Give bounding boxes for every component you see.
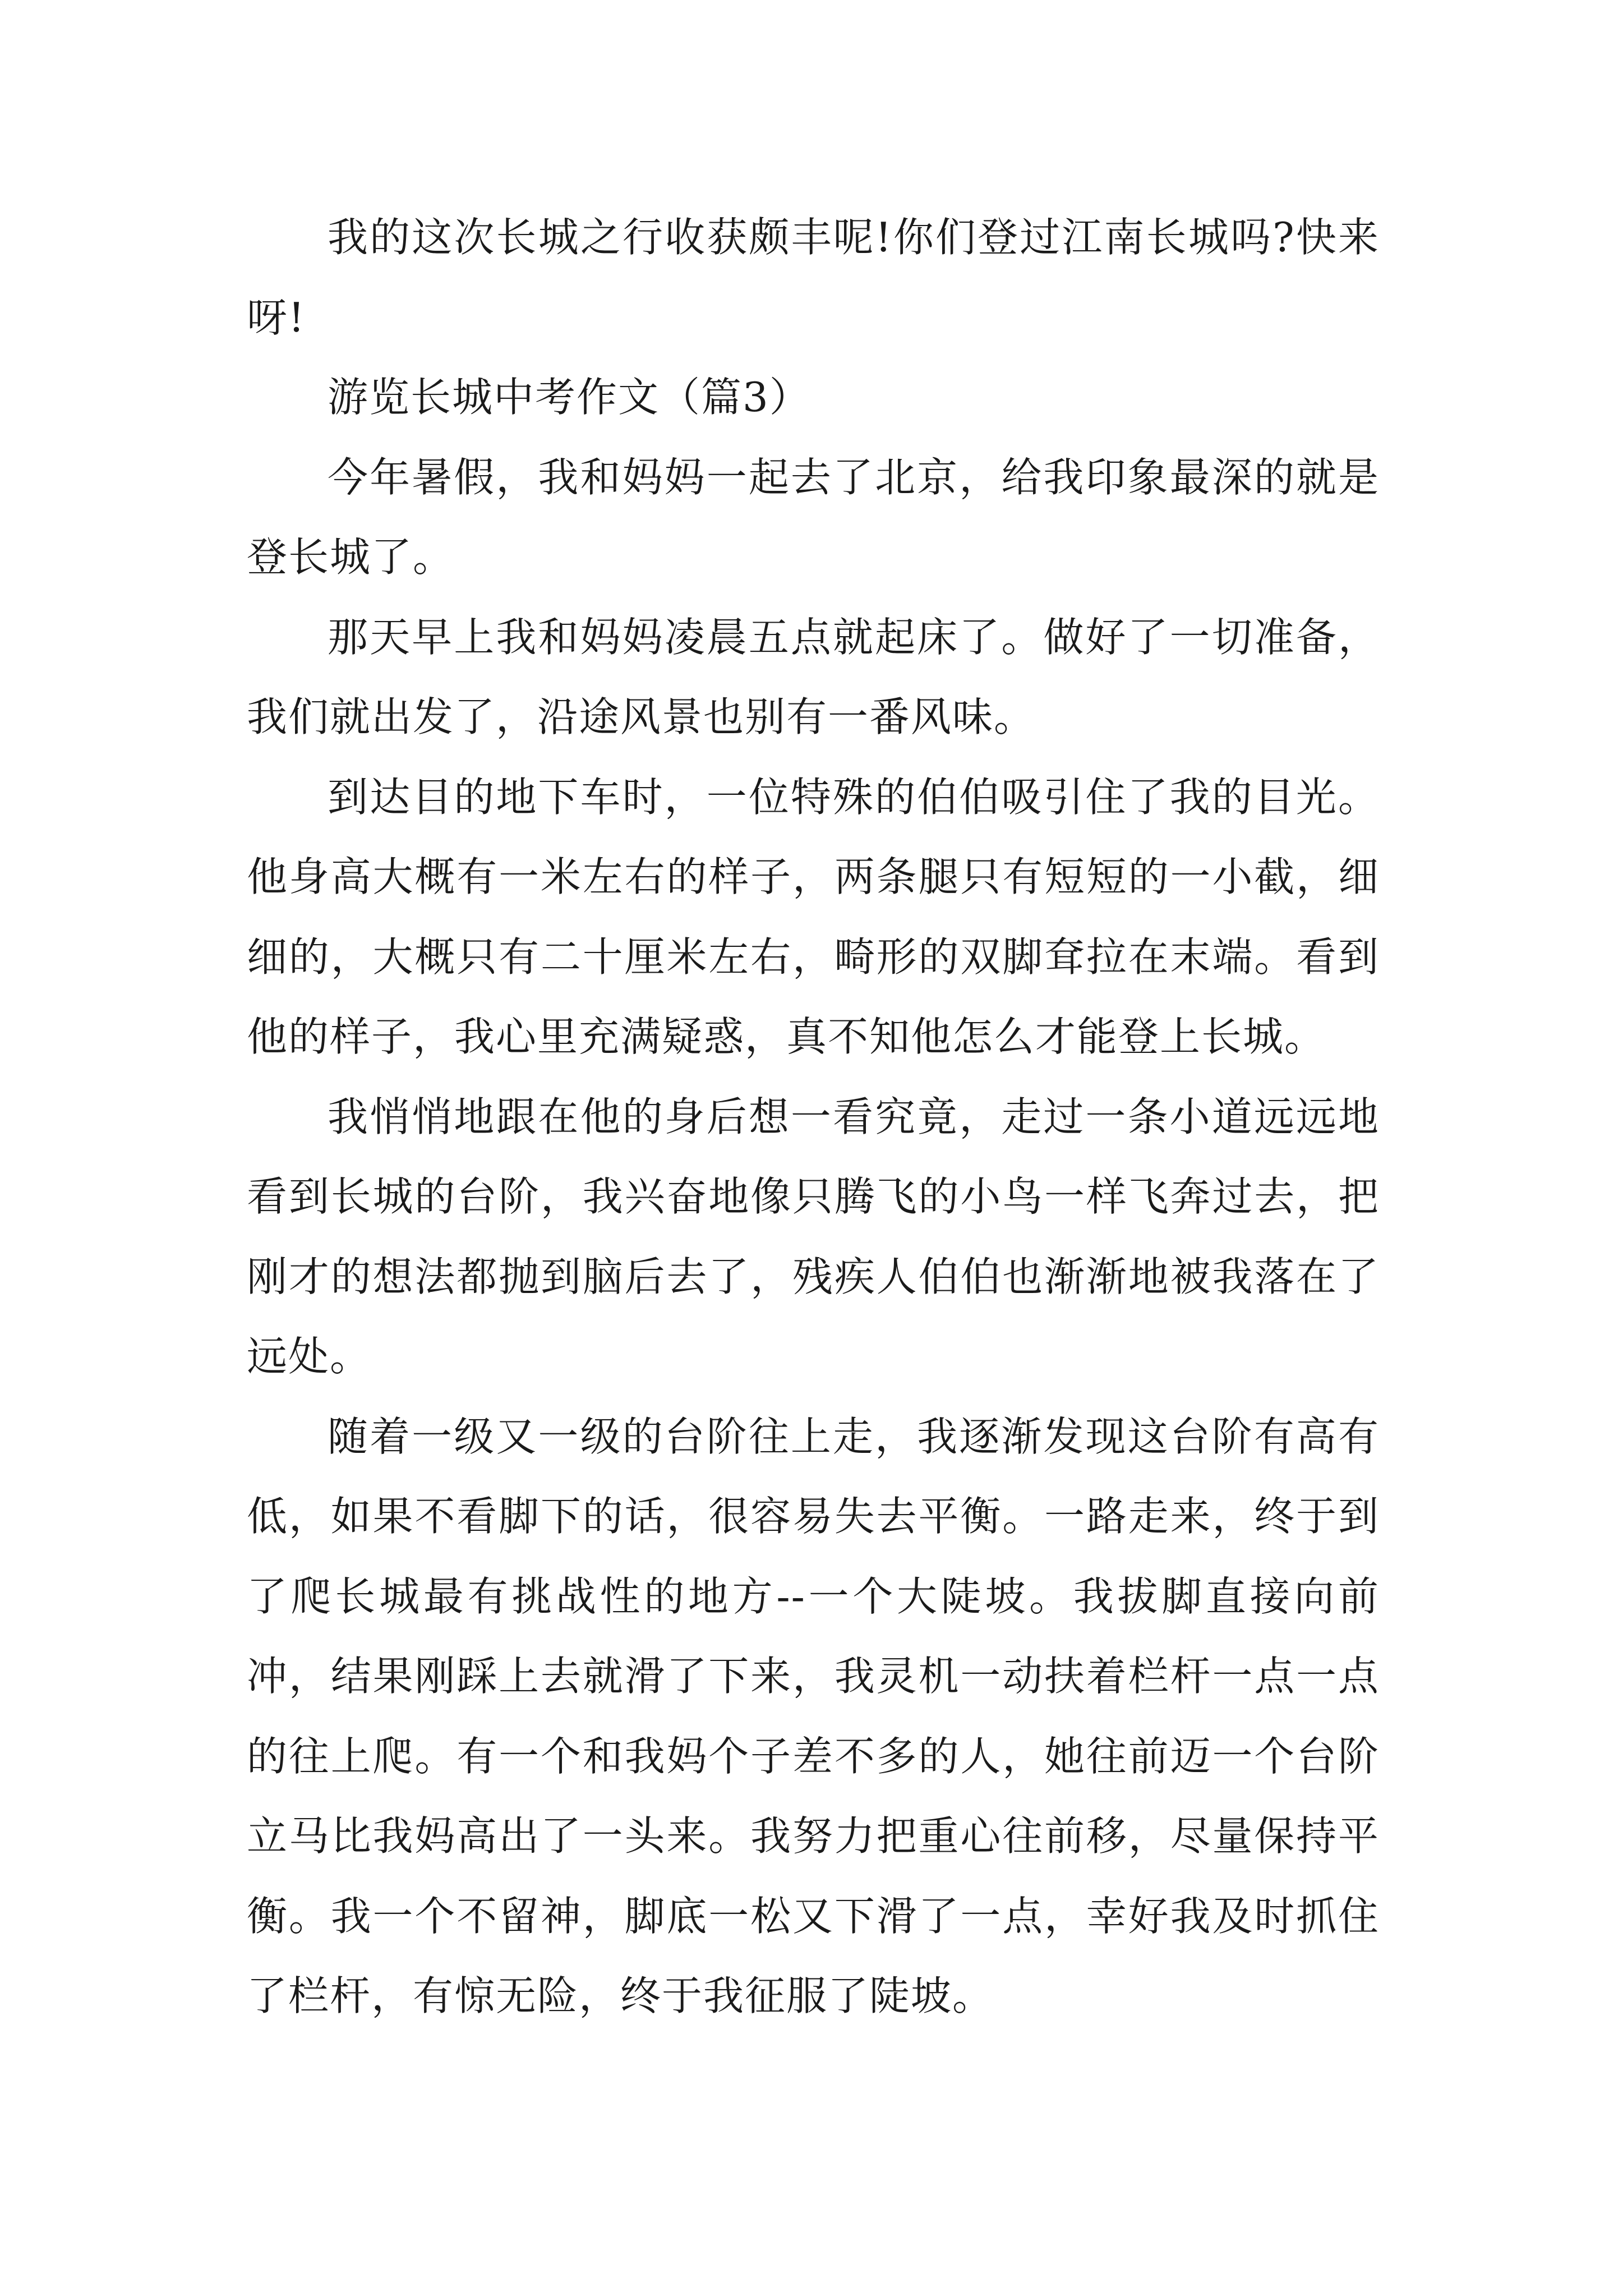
document-page [247, 197, 1380, 2036]
paragraph-morning: 那天早上我和妈妈凌晨五点就起床了。做好了一切准备，我们就出发了，沿途风景也别有一番风味。 [247, 613, 1380, 740]
paragraph-intro: 今年暑假，我和妈妈一起去了北京，给我印象最深的就是登长城了。 [247, 453, 1380, 581]
paragraph-climb: 随着一级又一级的台阶往上走，我逐渐发现这台阶有高有低，如果不看脚下的话，很容易失去平衡。一路走来，终于到了爬长城最有挑战性的地方--一个大陡坡。我拔脚直接向前冲，结果刚踩上去就滑了下来，我灵机一动扶着栏杆一点一点的往上爬。有一个和我妈个子差不多的人，她往前迈一个台阶立马比我妈高出了一头来。我努力把重心往前移，尽量保持平衡。我一个不留神，脚底一松又下滑了一点，幸好我及时抓住了栏杆，有惊无险，终于我征服了陡坡。 [247, 1412, 1380, 2019]
paragraph-steps: 我悄悄地跟在他的身后想一看究竟，走过一条小道远远地看到长城的台阶，我兴奋地像只腾飞的小鸟一样飞奔过去，把刚才的想法都抛到脑后去了，残疾人伯伯也渐渐地被我落在了远处。 [247, 1093, 1380, 1380]
paragraph-closing: 我的这次长城之行收获颇丰呢!你们登过江南长城吗?快来呀! [247, 214, 1380, 341]
paragraph-uncle: 到达目的地下车时，一位特殊的伯伯吸引住了我的目光。他身高大概有一米左右的样子，两条腿只有短短的一小截，细细的，大概只有二十厘米左右，畸形的双脚耷拉在末端。看到他的样子，我心里充满疑惑，真不知他怎么才能登上长城。 [247, 773, 1380, 1060]
section-heading: 游览长城中考作文（篇3） [328, 374, 811, 421]
